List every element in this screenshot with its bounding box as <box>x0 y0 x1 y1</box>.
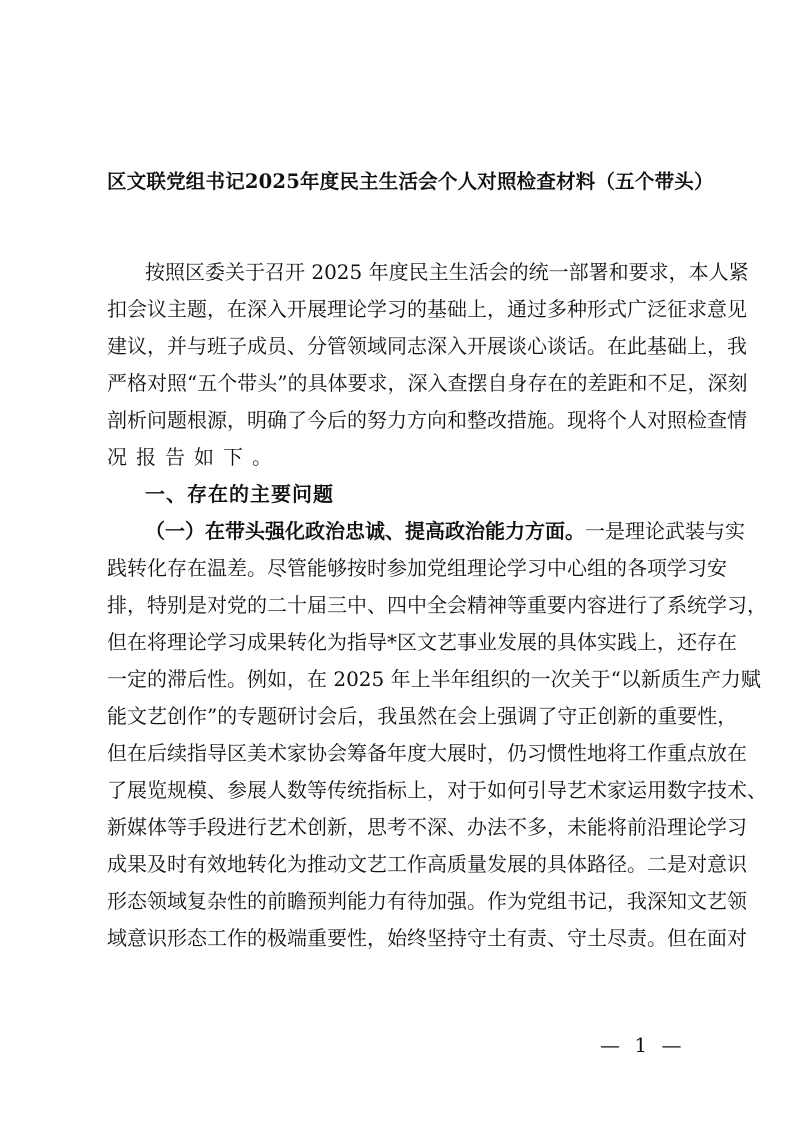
body-line: 但在将理论学习成果转化为指导*区文艺事业发展的具体实践上，还存在 <box>107 630 737 654</box>
body-line: 能文艺创作”的专题研讨会后，我虽然在会上强调了守正创新的重要性， <box>107 704 738 728</box>
subsection-lead-text: 一是理论武装与实 <box>585 519 745 543</box>
page-number: — 1 — <box>600 1033 686 1057</box>
intro-line: 严格对照“五个带头”的具体要求，深入查摆自身存在的差距和不足，深刻 <box>107 371 748 395</box>
subsection-lead-line <box>145 517 745 545</box>
body-line: 践转化存在温差。尽管能够按时参加党组理论学习中心组的各项学习安 <box>107 556 727 580</box>
intro-line: 况报告如下。 <box>107 445 281 469</box>
body-line: 一定的滞后性。例如，在 2025 年上半年组织的一次关于“以新质生产力赋 <box>107 667 761 691</box>
intro-line: 扣会议主题，在深入开展理论学习的基础上，通过多种形式广泛征求意见 <box>107 297 747 321</box>
intro-line: 建议，并与班子成员、分管领域同志深入开展谈心谈话。在此基础上，我 <box>107 334 747 358</box>
subsection-heading: （一）在带头强化政治忠诚、提高政治能力方面。 <box>145 519 585 543</box>
body-line: 了展览规模、参展人数等传统指标上，对于如何引导艺术家运用数字技术、 <box>107 778 767 802</box>
intro-line: 按照区委关于召开 2025 年度民主生活会的统一部署和要求，本人紧 <box>145 260 749 284</box>
body-line: 新媒体等手段进行艺术创新，思考不深、办法不多，未能将前沿理论学习 <box>107 815 747 839</box>
body-line: 形态领域复杂性的前瞻预判能力有待加强。作为党组书记，我深知文艺领 <box>107 889 747 913</box>
section-heading: 一、存在的主要问题 <box>145 482 334 506</box>
body-line: 排，特别是对党的二十届三中、四中全会精神等重要内容进行了系统学习， <box>107 593 767 617</box>
intro-line: 剖析问题根源，明确了今后的努力方向和整改措施。现将个人对照检查情 <box>107 408 747 432</box>
body-line: 域意识形态工作的极端重要性，始终坚持守土有责、守土尽责。但在面对 <box>107 926 747 950</box>
body-line: 但在后续指导区美术家协会筹备年度大展时，仍习惯性地将工作重点放在 <box>107 741 747 765</box>
document-title: 区文联党组书记2025年度民主生活会个人对照检查材料（五个带头） <box>107 170 714 193</box>
body-line: 成果及时有效地转化为推动文艺工作高质量发展的具体路径。二是对意识 <box>107 852 747 876</box>
